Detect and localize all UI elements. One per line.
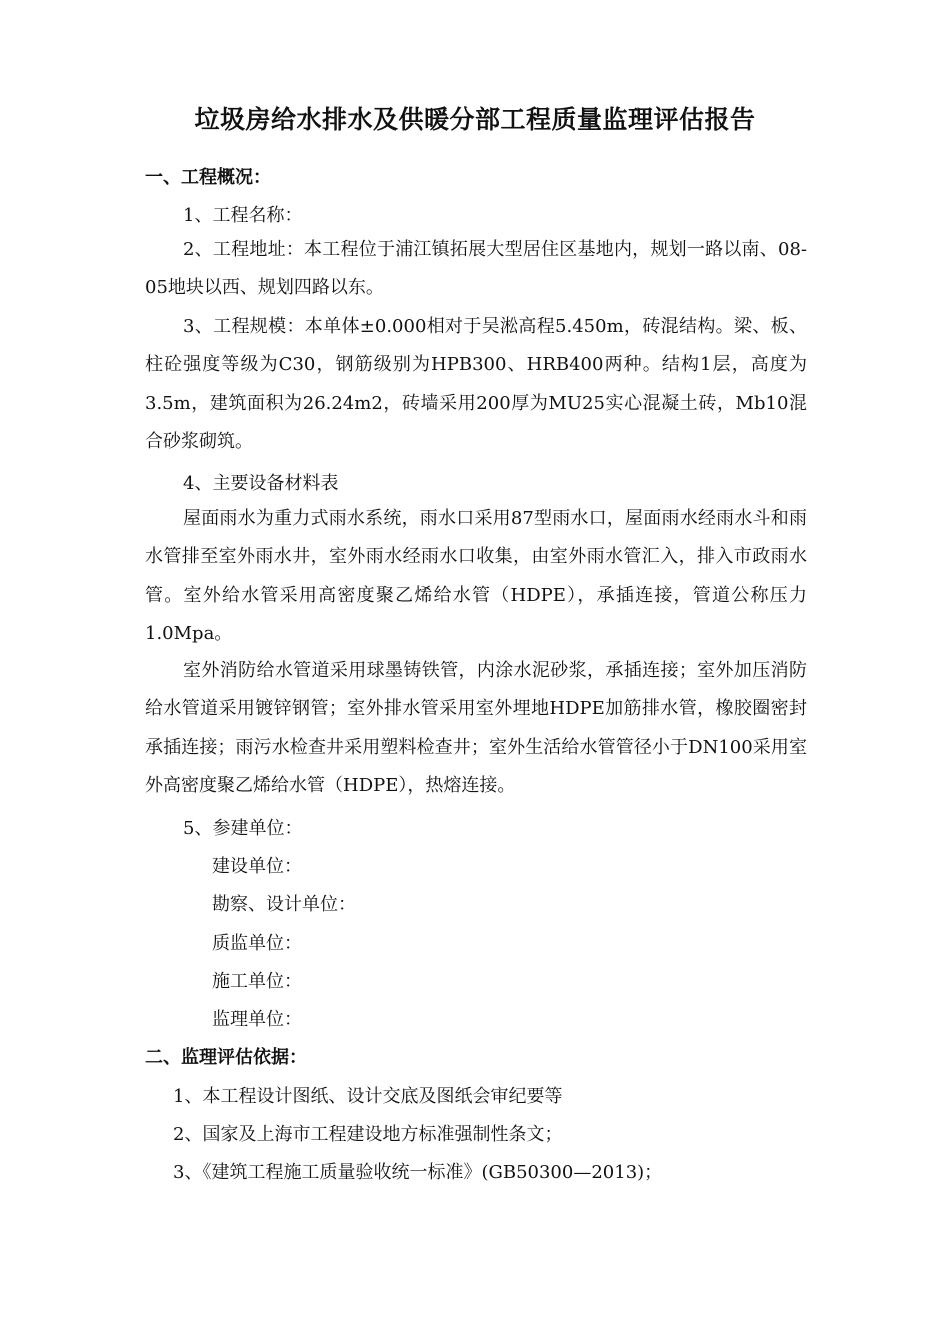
project-name-line: 1、工程名称： xyxy=(183,205,303,226)
project-scale-paragraph: 3、工程规模：本单体±0.000相对于吴淞高程5.450m，砖混结构。梁、板、柱砼强度等级为C30，钢筋级别为HPB300、HRB400两种。结构1层，高度为3.5m，建筑面积为26.24m2，砖墙采用200厚为MU25实心混凝土砖，Mb10混合砂浆砌筑。 xyxy=(145,316,807,452)
contractor-unit-line: 施工单位： xyxy=(212,971,302,992)
document-title: 垃圾房给水排水及供暖分部工程质量监理评估报告 xyxy=(194,105,756,134)
basis-item-acceptance-standard: 3、《建筑工程施工质量验收统一标准》(GB50300—2013)； xyxy=(173,1162,663,1183)
project-address-paragraph: 2、工程地址：本工程位于浦江镇拓展大型居住区基地内，规划一路以南、08-05地块以西、规划四路以东。 xyxy=(145,239,807,299)
survey-design-unit-line: 勘察、设计单位： xyxy=(212,894,356,915)
section-heading-evaluation-basis: 二、监理评估依据： xyxy=(145,1047,307,1068)
section-heading-project-overview: 一、工程概况： xyxy=(145,167,271,188)
basis-item-design-drawings: 1、本工程设计图纸、设计交底及图纸会审纪要等 xyxy=(173,1086,563,1107)
quality-supervision-unit-line: 质监单位： xyxy=(212,933,302,954)
equipment-materials-line: 4、主要设备材料表 xyxy=(183,473,339,494)
basis-item-mandatory-standards: 2、国家及上海市工程建设地方标准强制性条文； xyxy=(173,1124,563,1145)
supervisor-unit-line: 监理单位： xyxy=(212,1009,302,1030)
participating-units-line: 5、参建单位： xyxy=(183,818,303,839)
construction-owner-line: 建设单位： xyxy=(212,856,302,877)
rainwater-system-paragraph: 屋面雨水为重力式雨水系统，雨水口采用87型雨水口，屋面雨水经雨水斗和雨水管排至室外雨水井，室外雨水经雨水口收集，由室外雨水管汇入，排入市政雨水管。室外给水管采用高密度聚乙烯给水管（HDPE），承插连接，管道公称压力1.0Mpa。 xyxy=(145,508,807,644)
fire-water-drainage-paragraph: 室外消防给水管道采用球墨铸铁管，内涂水泥砂浆，承插连接；室外加压消防给水管道采用镀锌钢管；室外排水管采用室外埋地HDPE加筋排水管，橡胶圈密封承插连接；雨污水检查井采用塑料检查井；室外生活给水管管径小于DN100采用室外高密度聚乙烯给水管（HDPE），热熔连接。 xyxy=(145,660,807,796)
